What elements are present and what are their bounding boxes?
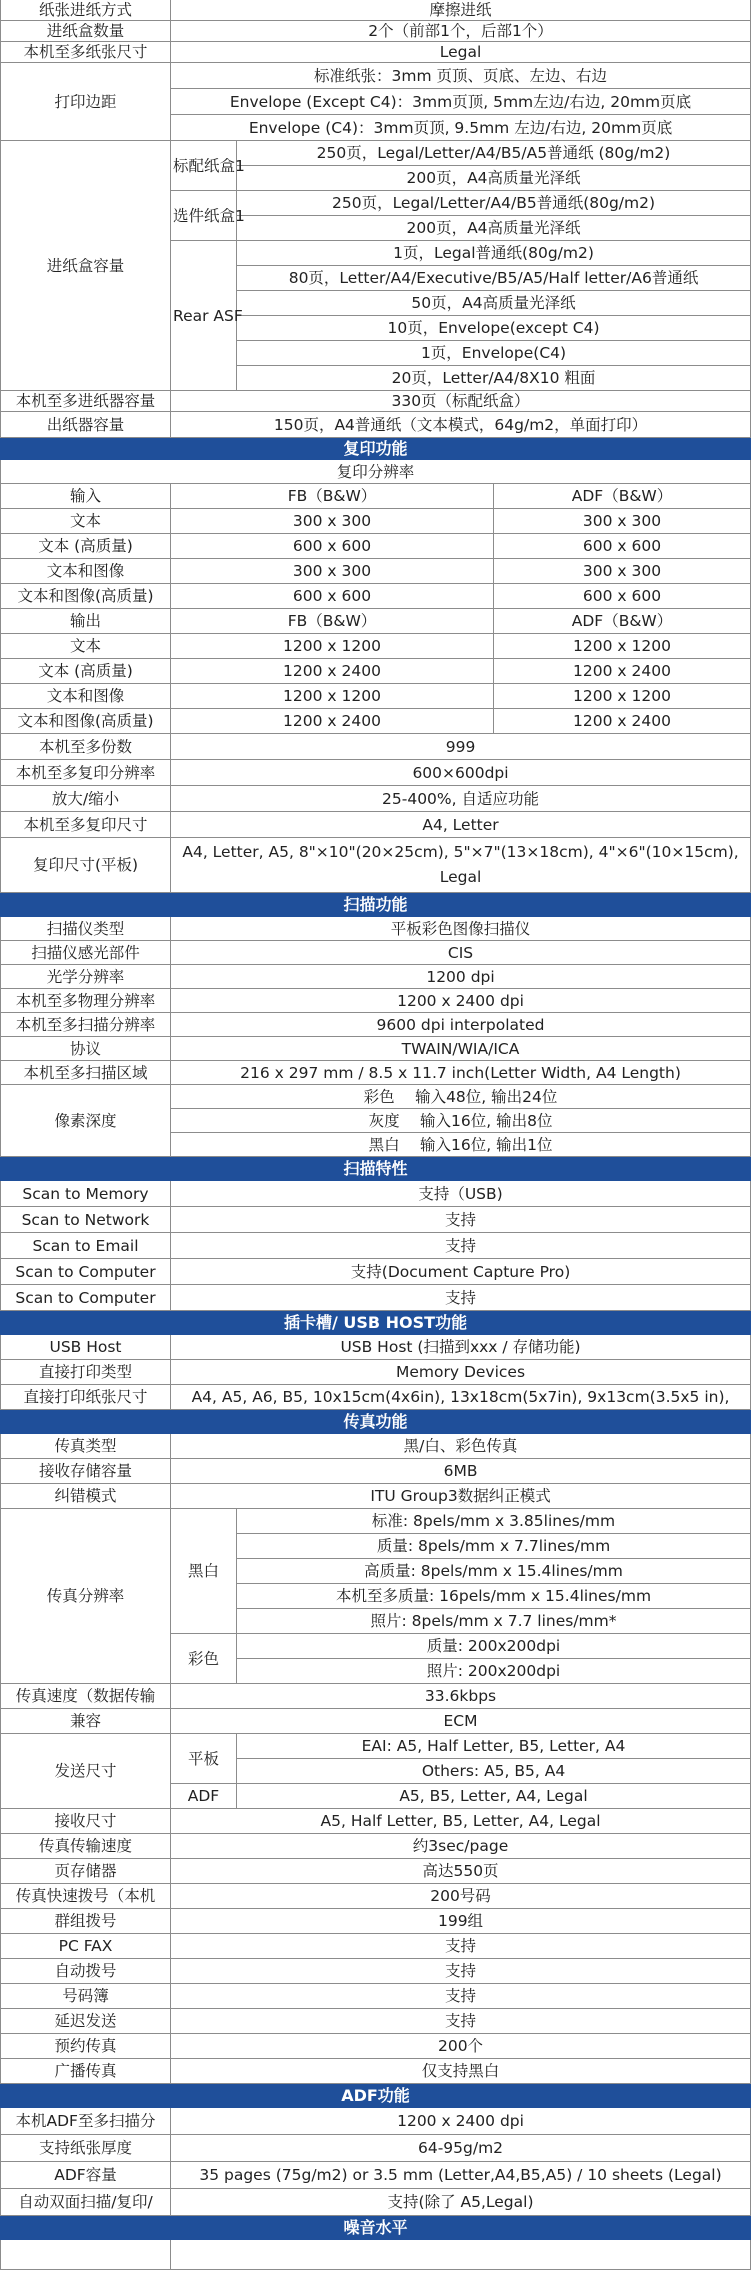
scan-spec-label: 扫描仪感光部件 xyxy=(1,941,171,965)
fax-spec-label: 页存储器 xyxy=(1,1859,171,1884)
fax-spec-value: A5, Half Letter, B5, Letter, A4, Legal xyxy=(171,1809,751,1834)
scan-spec-value: TWAIN/WIA/ICA xyxy=(171,1037,751,1061)
adf-spec-value: 支持(除了 A5,Legal) xyxy=(171,2189,751,2216)
section-scan-features-header: 扫描特性 xyxy=(1,1157,751,1181)
copy-in-label: 输入 xyxy=(1,484,171,509)
feed-method-label: 纸张进纸方式 xyxy=(1,0,171,21)
adf-spec-label: 支持纸张厚度 xyxy=(1,2135,171,2162)
copy-res-adf: 300 x 300 xyxy=(494,509,751,534)
usb-spec-label: USB Host xyxy=(1,1335,171,1360)
scan-spec-label: 本机至多扫描分辨率 xyxy=(1,1013,171,1037)
fax-spec-value: 支持 xyxy=(171,1934,751,1959)
copy-fb-header: FB（B&W） xyxy=(171,484,494,509)
fax-spec-label: 传真类型 xyxy=(1,1434,171,1459)
capacity-value: 200页，A4高质量光泽纸 xyxy=(237,166,751,191)
fax-flat-label: 平板 xyxy=(171,1734,237,1784)
fax-send-value: Others: A5, B5, A4 xyxy=(237,1759,751,1784)
copy-out-label: 输出 xyxy=(1,609,171,634)
fax-spec-value: ECM xyxy=(171,1709,751,1734)
scan-feature-label: Scan to Memory xyxy=(1,1181,171,1207)
capacity-value: 10页，Envelope(except C4) xyxy=(237,316,751,341)
scan-spec-label: 扫描仪类型 xyxy=(1,917,171,941)
fax-adf-label: ADF xyxy=(171,1784,237,1809)
adf-spec-value: 35 pages (75g/m2) or 3.5 mm (Letter,A4,B5,A5) / 10 sheets (Legal) xyxy=(171,2162,751,2189)
fax-spec-label: 传真传输速度 xyxy=(1,1834,171,1859)
fax-res-value: 质量: 8pels/mm x 7.7lines/mm xyxy=(237,1534,751,1559)
scan-spec-label: 协议 xyxy=(1,1037,171,1061)
copy-adf-header: ADF（B&W） xyxy=(494,609,751,634)
output-label: 出纸器容量 xyxy=(1,412,171,438)
fax-spec-label: 纠错模式 xyxy=(1,1484,171,1509)
fax-res-label: 传真分辨率 xyxy=(1,1509,171,1684)
fax-spec-label: 兼容 xyxy=(1,1709,171,1734)
copy-res-fb: 1200 x 1200 xyxy=(171,684,494,709)
scan-feature-label: Scan to Network xyxy=(1,1207,171,1233)
fax-spec-label: 群组拨号 xyxy=(1,1909,171,1934)
copy-res-adf: 600 x 600 xyxy=(494,534,751,559)
fax-res-value: 本机至多质量: 16pels/mm x 15.4lines/mm xyxy=(237,1584,751,1609)
scan-spec-label: 本机至多扫描区域 xyxy=(1,1061,171,1085)
fax-send-value: A5, B5, Letter, A4, Legal xyxy=(237,1784,751,1809)
adf-spec-label: 自动双面扫描/复印/ xyxy=(1,2189,171,2216)
usb-spec-value: A4, A5, A6, B5, 10x15cm(4x6in), 13x18cm(5x7in), 9x13cm(3.5x5 in), xyxy=(171,1385,751,1410)
copy-adf-header: ADF（B&W） xyxy=(494,484,751,509)
fax-spec-label: 号码簿 xyxy=(1,1984,171,2009)
capacity-value: 250页，Legal/Letter/A4/B5普通纸(80g/m2) xyxy=(237,191,751,216)
capacity-value: 250页，Legal/Letter/A4/B5/A5普通纸 (80g/m2) xyxy=(237,141,751,166)
max-capacity-value: 330页（标配纸盒） xyxy=(171,391,751,412)
noise-row-value xyxy=(171,2240,751,2270)
copy-spec-label: 放大/缩小 xyxy=(1,786,171,812)
copy-spec-value: A4, Letter xyxy=(171,812,751,838)
copy-res-adf: 1200 x 2400 xyxy=(494,709,751,734)
scan-feature-value: 支持 xyxy=(171,1207,751,1233)
adf-spec-label: ADF容量 xyxy=(1,2162,171,2189)
margin-value: Envelope (C4)：3mm页顶, 9.5mm 左边/右边, 20mm页底 xyxy=(171,115,751,141)
fax-spec-label: 自动拨号 xyxy=(1,1959,171,1984)
copy-res-label: 文本 (高质量) xyxy=(1,659,171,684)
capacity-label: 进纸盒容量 xyxy=(1,141,171,391)
fax-spec-label: 延迟发送 xyxy=(1,2009,171,2034)
scan-spec-value: 9600 dpi interpolated xyxy=(171,1013,751,1037)
depth-label: 像素深度 xyxy=(1,1085,171,1157)
scan-feature-value: 支持 xyxy=(171,1285,751,1311)
capacity-value: 80页，Letter/A4/Executive/B5/A5/Half letter/A6普通纸 xyxy=(237,266,751,291)
fax-spec-value: ITU Group3数据纠正模式 xyxy=(171,1484,751,1509)
fax-spec-value: 高达550页 xyxy=(171,1859,751,1884)
fax-res-value: 标准: 8pels/mm x 3.85lines/mm xyxy=(237,1509,751,1534)
adf-spec-value: 1200 x 2400 dpi xyxy=(171,2108,751,2135)
fax-res-value: 照片: 8pels/mm x 7.7 lines/mm* xyxy=(237,1609,751,1634)
fax-spec-value: 黑/白、彩色传真 xyxy=(171,1434,751,1459)
copy-res-adf: 1200 x 1200 xyxy=(494,684,751,709)
copy-spec-value: 25-400%, 自适应功能 xyxy=(171,786,751,812)
fax-spec-value: 支持 xyxy=(171,1959,751,1984)
copy-res-adf: 1200 x 2400 xyxy=(494,659,751,684)
fax-send-label: 发送尺寸 xyxy=(1,1734,171,1809)
fax-color-label: 彩色 xyxy=(171,1634,237,1684)
tray-count-value: 2个（前部1个，后部1个） xyxy=(171,21,751,42)
scan-spec-label: 光学分辨率 xyxy=(1,965,171,989)
fax-spec-value: 支持 xyxy=(171,1984,751,2009)
section-fax-header: 传真功能 xyxy=(1,1410,751,1434)
fax-res-value: 高质量: 8pels/mm x 15.4lines/mm xyxy=(237,1559,751,1584)
fax-res-value: 质量: 200x200dpi xyxy=(237,1634,751,1659)
scan-spec-label: 本机至多物理分辨率 xyxy=(1,989,171,1013)
copy-spec-value: 999 xyxy=(171,734,751,760)
copy-res-label: 文本和图像(高质量) xyxy=(1,584,171,609)
usb-spec-label: 直接打印纸张尺寸 xyxy=(1,1385,171,1410)
fax-spec-value: 200个 xyxy=(171,2034,751,2059)
fax-spec-label: 接收存储容量 xyxy=(1,1459,171,1484)
depth-value: 灰度 输入16位, 输出8位 xyxy=(171,1109,751,1133)
fax-spec-value: 约3sec/page xyxy=(171,1834,751,1859)
capacity-value: 1页，Envelope(C4) xyxy=(237,341,751,366)
copy-size-label: 复印尺寸(平板) xyxy=(1,838,171,893)
copy-spec-label: 本机至多份数 xyxy=(1,734,171,760)
copy-res-fb: 300 x 300 xyxy=(171,509,494,534)
section-scan-header: 扫描功能 xyxy=(1,893,751,917)
depth-value: 黑白 输入16位, 输出1位 xyxy=(171,1133,751,1157)
margin-label: 打印边距 xyxy=(1,63,171,141)
scan-feature-value: 支持 xyxy=(171,1233,751,1259)
copy-res-fb: 600 x 600 xyxy=(171,584,494,609)
capacity-value: 50页，A4高质量光泽纸 xyxy=(237,291,751,316)
fax-spec-value: 仅支持黑白 xyxy=(171,2059,751,2084)
scan-feature-label: Scan to Computer xyxy=(1,1285,171,1311)
fax-spec-value: 33.6kbps xyxy=(171,1684,751,1709)
scan-spec-value: 1200 x 2400 dpi xyxy=(171,989,751,1013)
section-adf-header: ADF功能 xyxy=(1,2084,751,2108)
scan-spec-value: 216 x 297 mm / 8.5 x 11.7 inch(Letter Width, A4 Length) xyxy=(171,1061,751,1085)
copy-res-label: 文本 xyxy=(1,634,171,659)
copy-res-fb: 600 x 600 xyxy=(171,534,494,559)
rear-asf-label: Rear ASF xyxy=(171,241,237,391)
fax-spec-label: PC FAX xyxy=(1,1934,171,1959)
depth-value: 彩色 输入48位, 输出24位 xyxy=(171,1085,751,1109)
fax-spec-label: 广播传真 xyxy=(1,2059,171,2084)
adf-spec-label: 本机ADF至多扫描分 xyxy=(1,2108,171,2135)
fax-spec-value: 199组 xyxy=(171,1909,751,1934)
fax-spec-value: 200号码 xyxy=(171,1884,751,1909)
fax-spec-label: 接收尺寸 xyxy=(1,1809,171,1834)
capacity-value: 1页，Legal普通纸(80g/m2) xyxy=(237,241,751,266)
section-noise-header: 噪音水平 xyxy=(1,2216,751,2240)
copy-res-adf: 600 x 600 xyxy=(494,584,751,609)
fax-spec-label: 预约传真 xyxy=(1,2034,171,2059)
copy-spec-label: 本机至多复印尺寸 xyxy=(1,812,171,838)
copy-res-adf: 300 x 300 xyxy=(494,559,751,584)
max-capacity-label: 本机至多进纸器容量 xyxy=(1,391,171,412)
fax-res-value: 照片: 200x200dpi xyxy=(237,1659,751,1684)
fax-spec-value: 6MB xyxy=(171,1459,751,1484)
fax-spec-label: 传真速度（数据传输 xyxy=(1,1684,171,1709)
scan-feature-value: 支持（USB) xyxy=(171,1181,751,1207)
feed-method-value: 摩擦进纸 xyxy=(171,0,751,21)
tray-count-label: 进纸盒数量 xyxy=(1,21,171,42)
copy-res-label: 文本和图像 xyxy=(1,559,171,584)
copy-res-fb: 1200 x 2400 xyxy=(171,709,494,734)
capacity-value: 20页，Letter/A4/8X10 粗面 xyxy=(237,366,751,391)
copy-res-fb: 1200 x 1200 xyxy=(171,634,494,659)
margin-value: Envelope (Except C4)：3mm页顶, 5mm左边/右边, 20mm页底 xyxy=(171,89,751,115)
margin-value: 标准纸张：3mm 页顶、页底、左边、右边 xyxy=(171,63,751,89)
section-usb-header: 插卡槽/ USB HOST功能 xyxy=(1,1311,751,1335)
scan-spec-value: 1200 dpi xyxy=(171,965,751,989)
fax-mono-label: 黑白 xyxy=(171,1509,237,1634)
usb-spec-value: Memory Devices xyxy=(171,1360,751,1385)
std-tray-label: 标配纸盒1 xyxy=(171,141,237,191)
output-value: 150页，A4普通纸（文本模式，64g/m2，单面打印） xyxy=(171,412,751,438)
copy-res-label: 文本和图像 xyxy=(1,684,171,709)
opt-tray-label: 选件纸盒1 xyxy=(171,191,237,241)
copy-spec-value: 600×600dpi xyxy=(171,760,751,786)
scan-spec-value: CIS xyxy=(171,941,751,965)
section-copy-header: 复印功能 xyxy=(1,438,751,460)
noise-row-label xyxy=(1,2240,171,2270)
copy-size-value: A4, Letter, A5, 8"×10"(20×25cm), 5"×7"(13×18cm), 4"×6"(10×15cm), Legal xyxy=(171,838,751,893)
copy-spec-label: 本机至多复印分辨率 xyxy=(1,760,171,786)
scan-feature-label: Scan to Email xyxy=(1,1233,171,1259)
copy-res-fb: 1200 x 2400 xyxy=(171,659,494,684)
copy-res-label: 文本和图像(高质量) xyxy=(1,709,171,734)
copy-res-fb: 300 x 300 xyxy=(171,559,494,584)
max-size-value: Legal xyxy=(171,42,751,63)
copy-res-title: 复印分辨率 xyxy=(1,460,751,484)
usb-spec-value: USB Host (扫描到xxx / 存储功能) xyxy=(171,1335,751,1360)
copy-res-label: 文本 xyxy=(1,509,171,534)
copy-res-label: 文本 (高质量) xyxy=(1,534,171,559)
fax-spec-value: 支持 xyxy=(171,2009,751,2034)
fax-send-value: EAI: A5, Half Letter, B5, Letter, A4 xyxy=(237,1734,751,1759)
max-size-label: 本机至多纸张尺寸 xyxy=(1,42,171,63)
fax-spec-label: 传真快速拨号（本机 xyxy=(1,1884,171,1909)
adf-spec-value: 64-95g/m2 xyxy=(171,2135,751,2162)
usb-spec-label: 直接打印类型 xyxy=(1,1360,171,1385)
scan-spec-value: 平板彩色图像扫描仪 xyxy=(171,917,751,941)
copy-fb-header: FB（B&W） xyxy=(171,609,494,634)
copy-res-adf: 1200 x 1200 xyxy=(494,634,751,659)
capacity-value: 200页，A4高质量光泽纸 xyxy=(237,216,751,241)
scan-feature-value: 支持(Document Capture Pro) xyxy=(171,1259,751,1285)
scan-feature-label: Scan to Computer xyxy=(1,1259,171,1285)
